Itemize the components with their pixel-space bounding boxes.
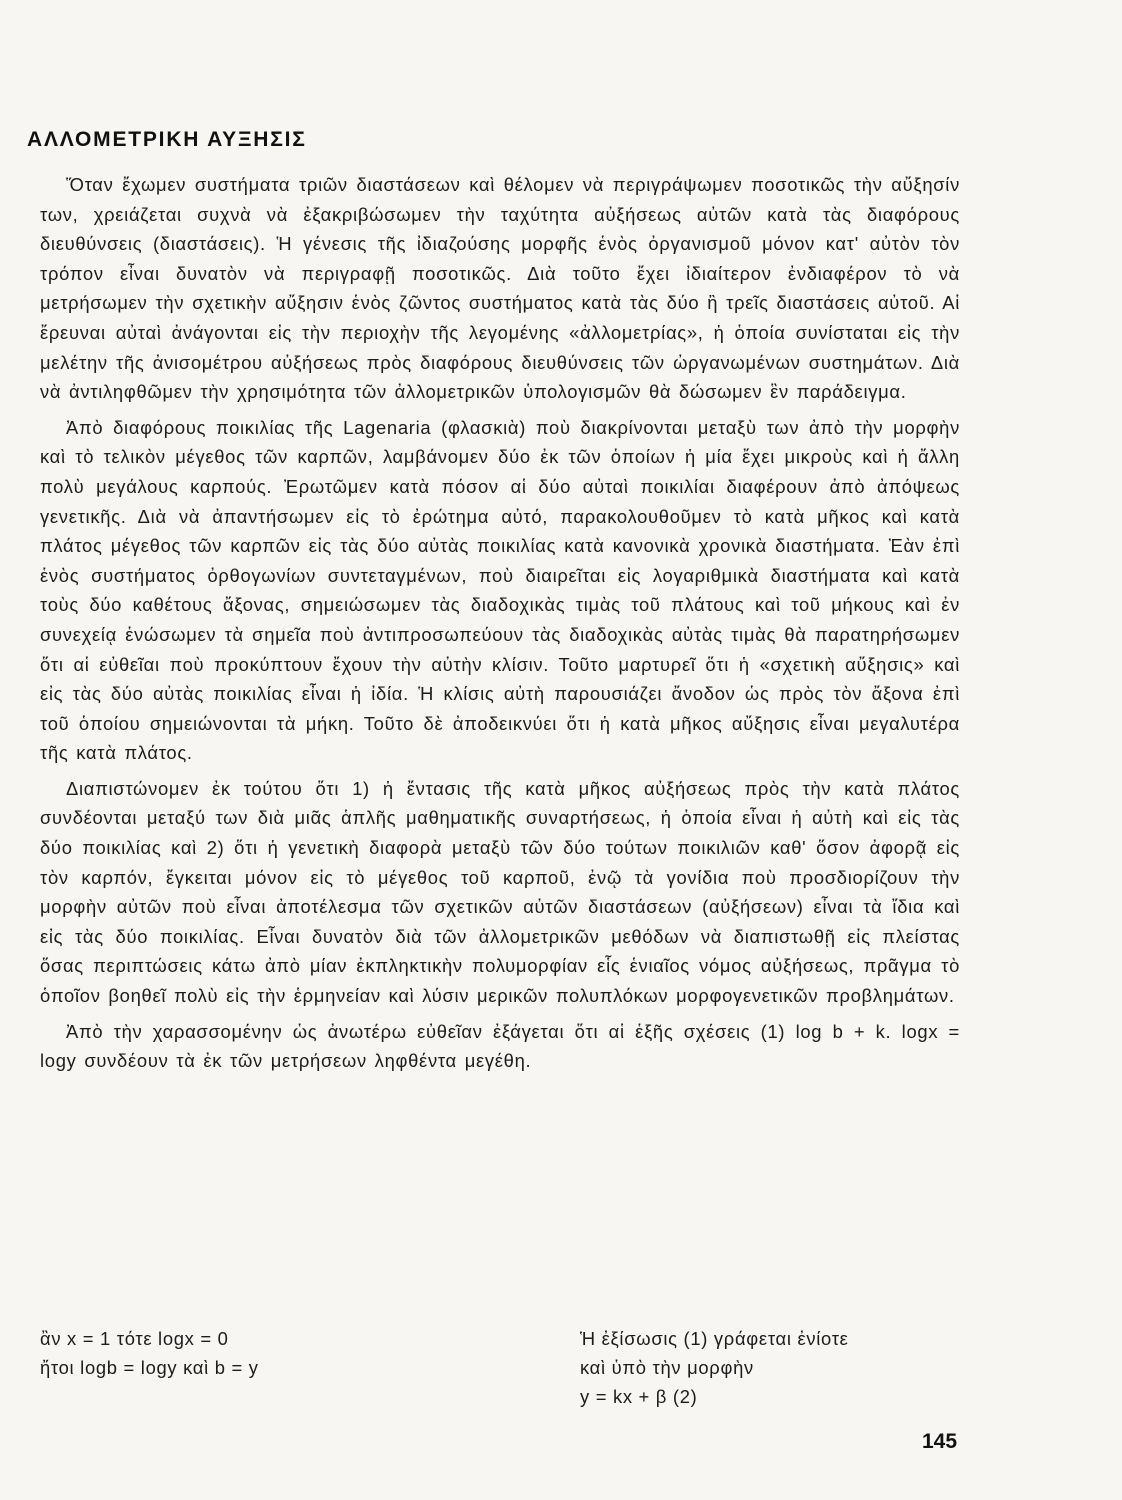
formula-alternative-form [580,1324,970,1411]
paragraph-conclusions: Διαπιστώνομεν ἐκ τούτου ὅτι 1) ἡ ἔντασις τῆς κατὰ μῆκος αὐξήσεως πρὸς τὴν κατὰ πλάτος συνδέονται μεταξύ των διὰ μιᾶς ἁπλῆς μαθηματικῆς συναρτήσεως, ἡ ὁποία εἶναι ἡ αὐτὴ καὶ εἰς τὰς δύο ποικιλίας καὶ 2) ὅτι ἡ γενετικὴ διαφορὰ μεταξὺ τῶν δύο τούτων ποικιλιῶν καθ' ὅσον ἀφορᾷ εἰς τὸν καρπόν, ἔγκειται μόνον εἰς τὸ μέγεθος τοῦ καρποῦ, ἐνῷ τὰ γονίδια ποὺ προσδιορίζουν τὴν μορφὴν αὐτῶν ποὺ εἶναι ἀποτέλεσμα τῶν σχετικῶν αὐτῶν διαστάσεων (αὐξήσεων) εἶναι τὰ ἴδια καὶ εἰς τὰς δύο ποικιλίας. Εἶναι δυνατὸν διὰ τῶν ἀλλομετρικῶν μεθόδων νὰ διαπιστωθῇ εἰς πλείστας ὅσας περιπτώσεις κάτω ἀπὸ μίαν ἐκπληκτικὴν πολυμορφίαν εἷς ἑνιαῖος νόμος αὐξήσεως, πρᾶγμα τὸ ὁποῖον βοηθεῖ πολὺ εἰς τὴν ἑρμηνείαν καὶ λύσιν μερικῶν πολυπλόκων μορφογενετικῶν προβλημάτων. [40,777,960,1007]
paragraph-relations: Ἀπὸ τὴν χαρασσομένην ὡς ἀνωτέρω εὐθεῖαν ἐξάγεται ὅτι αἱ ἑξῆς σχέσεις (1) log b + k. logx = logy συνδέουν τὰ ἐκ τῶν μετρήσεων ληφθέντα μεγέθη. [40,1020,960,1072]
paragraph-intro: Ὅταν ἔχωμεν συστήματα τριῶν διαστάσεων καὶ θέλομεν νὰ περιγράψωμεν ποσοτικῶς τὴν αὔξησίν των, χρειάζεται συχνὰ νὰ ἐξακριβώσωμεν τὴν ταχύτητα αὐξήσεως αὐτῶν κατὰ τὰς διαφόρους διευθύνσεις (διαστάσεις). Ἡ γένεσις τῆς ἰδιαζούσης μορφῆς ἑνὸς ὀργανισμοῦ μόνον κατ' αὐτὸν τὸν τρόπον εἶναι δυνατὸν νὰ περιγραφῇ ποσοτικῶς. Διὰ τοῦτο ἔχει ἰδιαίτερον ἐνδιαφέρον τὸ νὰ μετρήσωμεν τὴν σχετικὴν αὔξησιν ἑνὸς ζῶντος συστήματος κατὰ τὰς δύο ἢ τρεῖς διαστάσεις αὐτοῦ. Αἱ ἔρευναι αὐταὶ ἀνάγονται εἰς τὴν περιοχὴν τῆς λεγομένης «ἀλλομετρίας», ἡ ὁποία συνίσταται εἰς τὴν μελέτην τῆς ἀνισομέτρου αὐξήσεως πρὸς διαφόρους διευθύνσεις τῶν ὠργανωμένων συστημάτων. Διὰ νὰ ἀντιληφθῶμεν τὴν χρησιμότητα τῶν ἀλλομετρικῶν ὑπολογισμῶν θὰ δώσωμεν ἓν παράδειγμα. [40,174,960,403]
page-number: 145 [922,1430,958,1453]
body-text [40,170,960,1076]
formula-derivation [40,1324,560,1382]
paragraph-lagenaria-example: Ἀπὸ διαφόρους ποικιλίας τῆς Lagenaria (φλασκιὰ) ποὺ διακρίνονται μεταξὺ των ἀπὸ τὴν μορφὴν καὶ τὸ τελικὸν μέγεθος τῶν καρπῶν, λαμβάνομεν δύο ἐκ τῶν ὁποίων ἡ μία ἔχει μικροὺς καὶ ἡ ἄλλη πολὺ μεγάλους καρπούς. Ἐρωτῶμεν κατὰ πόσον αἱ δύο αὐταὶ ποικιλίαι διαφέρουν ἀπὸ ἀπόψεως γενετικῆς. Διὰ νὰ ἀπαντήσωμεν εἰς τὸ ἐρώτημα αὐτό, παρακολουθοῦμεν τὸ κατὰ μῆκος καὶ κατὰ πλάτος μέγεθος τῶν καρπῶν εἰς τὰς δύο αὐτὰς ποικιλίας κατὰ κανονικὰ χρονικὰ διαστήματα. Ἐὰν ἐπὶ ἑνὸς συστήματος ὀρθογωνίων συντεταγμένων, ποὺ διαιρεῖται εἰς λογαριθμικὰ διαστήματα καὶ κατὰ τοὺς δύο καθέτους ἄξονας, σημειώσωμεν τὰς διαδοχικὰς τιμὰς τοῦ πλάτους καὶ τοῦ μήκους καὶ ἐν συνεχείᾳ ἑνώσωμεν τὰ σημεῖα ποὺ ἀντιπροσωπεύουν τὰς διαδοχικὰς αὐτὰς τιμὰς θὰ παρατηρήσωμεν ὅτι αἱ εὐθεῖαι ποὺ προκύπτουν ἔχουν τὴν αὐτὴν κλίσιν. Τοῦτο μαρτυρεῖ ὅτι ἡ «σχετικὴ αὔξησις» καὶ εἰς τὰς δύο αὐτὰς ποικιλίας εἶναι ἡ ἰδία. Ἡ κλίσις αὐτὴ παρουσιάζει ἄνοδον ὡς πρὸς τὸν ἄξονα ἐπὶ τοῦ ὁποίου σημειώνονται τὰ μήκη. Τοῦτο δὲ ἀποδεικνύει ὅτι ἡ κατὰ μῆκος αὔξησις εἶναι μεγαλυτέρα τῆς κατὰ πλάτος. [40,416,960,764]
formula-line: Ἡ ἐξίσωσις (1) γράφεται ἐνίοτε [580,1328,849,1349]
section-heading: ΑΛΛΟΜΕΤΡΙΚΗ ΑΥΞΗΣΙΣ [27,128,307,151]
formula-line: καὶ ὑπὸ τὴν μορφὴν [580,1357,754,1378]
formula-line: ἂν x = 1 τότε logx = 0 [40,1328,229,1349]
formula-line: y = kx + β (2) [580,1386,698,1407]
formula-line: ἤτοι logb = logy καὶ b = y [40,1357,259,1378]
